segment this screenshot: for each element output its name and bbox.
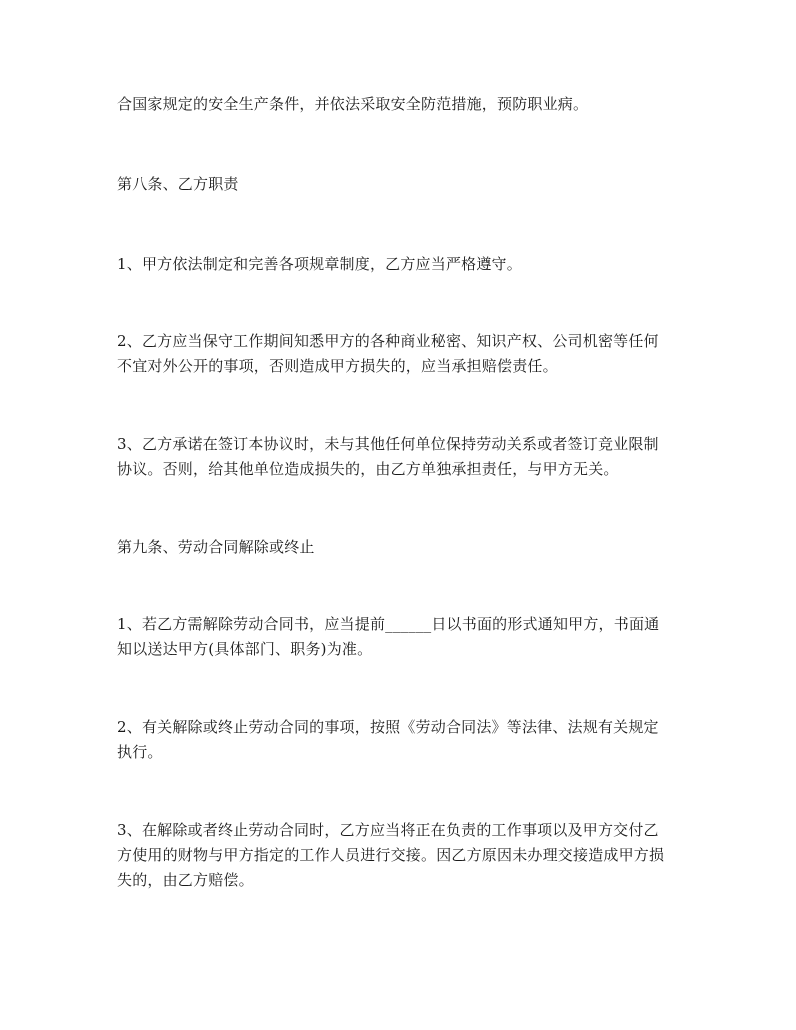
paragraph-line: 2、有关解除或终止劳动合同的事项，按照《劳动合同法》等法律、法规有关规定 [117,718,659,736]
paragraph-line: 知以送达甲方(具体部门、职务)为准。 [117,640,373,658]
paragraph-line: 3、在解除或者终止劳动合同时，乙方应当将正在负责的工作事项以及甲方交付乙 [117,821,659,839]
paragraph-line: 1、甲方依法制定和完善各项规章制度，乙方应当严格遵守。 [117,255,522,273]
paragraph-line: 执行。 [117,743,163,761]
paragraph-line: 不宜对外公开的事项，否则造成甲方损失的，应当承担赔偿责任。 [117,357,558,375]
section-heading-article-8: 第八条、乙方职责 [117,175,239,193]
paragraph-line: 失的，由乙方赔偿。 [117,871,254,889]
paragraph-line: 协议。否则，给其他单位造成损失的，由乙方单独承担责任，与甲方无关。 [117,460,619,478]
paragraph-line: 1、若乙方需解除劳动合同书，应当提前______日以书面的形式通知甲方，书面通 [117,615,660,633]
section-heading-article-9: 第九条、劳动合同解除或终止 [117,538,315,556]
paragraph-line: 3、乙方承诺在签订本协议时，未与其他任何单位保持劳动关系或者签订竞业限制 [117,435,659,453]
paragraph-line: 方使用的财物与甲方指定的工作人员进行交接。因乙方原因未办理交接造成甲方损 [117,846,665,864]
paragraph-line: 合国家规定的安全生产条件，并依法采取安全防范措施，预防职业病。 [117,95,589,113]
paragraph-line: 2、乙方应当保守工作期间知悉甲方的各种商业秘密、知识产权、公司机密等任何 [117,332,659,350]
